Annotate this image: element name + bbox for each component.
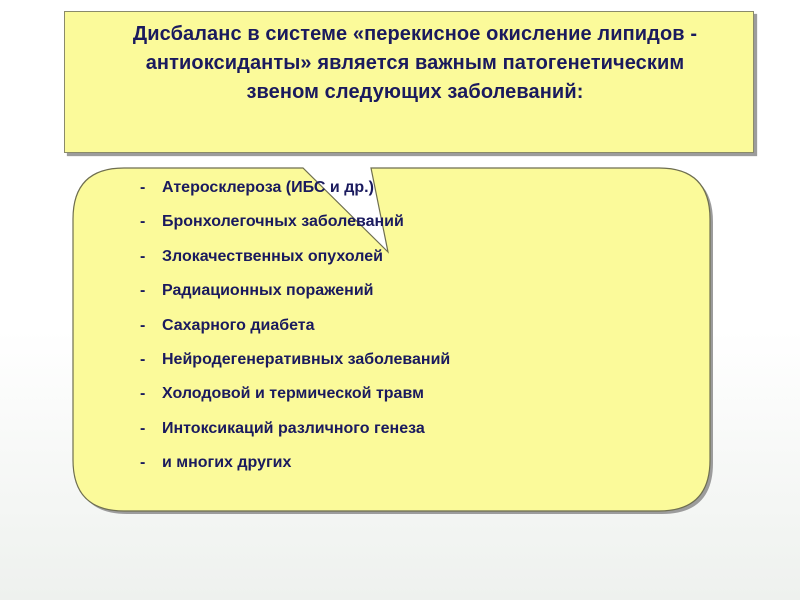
list-item	[140, 314, 450, 348]
list-item-text: Сахарного диабета	[162, 316, 315, 334]
list-bullet: -	[140, 213, 146, 231]
list-item-text: Нейродегенеративных заболеваний	[162, 350, 451, 368]
list-item-text: и многих других	[162, 454, 292, 472]
list-item	[140, 451, 450, 485]
list-bullet: -	[140, 282, 146, 300]
list-item-text: Атеросклероза (ИБС и др.)	[162, 179, 374, 196]
list-bullet: -	[140, 247, 146, 265]
title-line-1: Дисбаланс в системе «перекисное окисление липидов -	[132, 23, 698, 45]
list-item	[140, 245, 450, 279]
list-item	[140, 210, 450, 244]
list-bullet: -	[140, 350, 146, 368]
list-item	[140, 176, 450, 210]
title-line-3: звеном следующих заболеваний:	[246, 81, 584, 103]
list-bullet: -	[140, 419, 146, 437]
list-item-text: Бронхолегочных заболеваний	[162, 213, 404, 231]
list-bullet: -	[140, 385, 146, 403]
title-line-2: антиоксиданты» является важным патогенетическим	[145, 52, 685, 74]
list-bullet: -	[140, 179, 146, 196]
list-item	[140, 417, 450, 451]
list-item	[140, 279, 450, 313]
list-item-text: Злокачественных опухолей	[162, 247, 383, 265]
list-item-text: Интоксикаций различного генеза	[162, 419, 425, 437]
list-bullet: -	[140, 454, 146, 472]
list-item-text: Радиационных поражений	[162, 282, 374, 300]
disease-list	[140, 176, 450, 486]
list-item	[140, 348, 450, 382]
list-bullet: -	[140, 316, 146, 334]
list-item-text: Холодовой и термической травм	[162, 385, 424, 403]
list-item	[140, 382, 450, 416]
